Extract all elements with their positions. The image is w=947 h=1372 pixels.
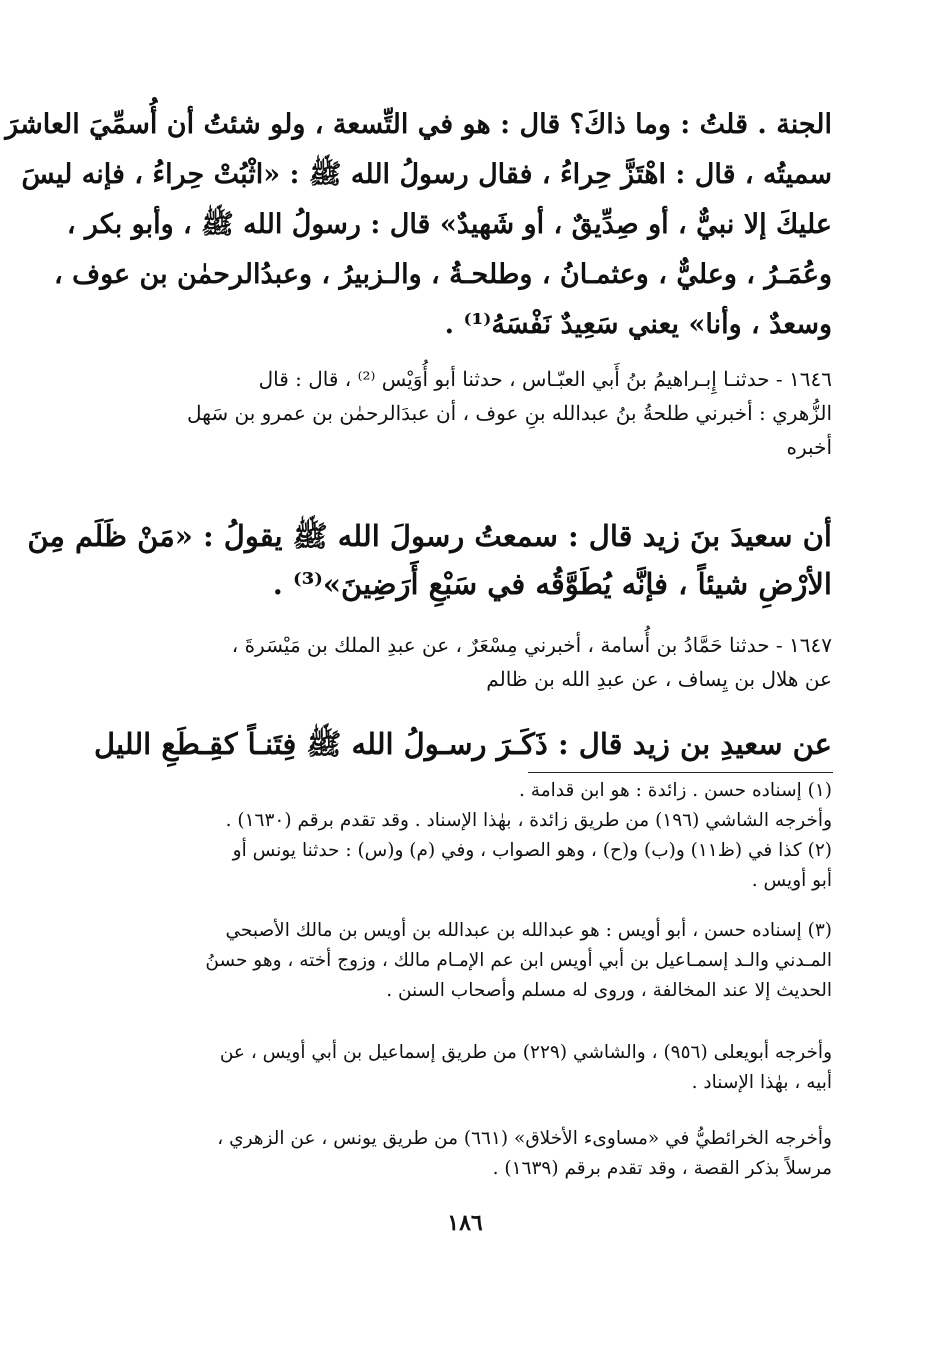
- footnote-line: الحديث إلا عند المخالفة ، وروى له مسلم وأصحاب السنن .: [386, 980, 832, 1001]
- hadith-text-line: عن سعيدِ بن زيد قال : ذَكَـرَ رسـولُ الله ﷺ فِتَنـاً كقِـطَعِ الليل: [94, 727, 832, 761]
- main-text-line: وسعدٌ ، وأنا» يعني سَعِيدٌ نَفْسَهُ⁽¹⁾ .: [444, 309, 832, 340]
- chain-line: عن هلال بن يِساف ، عن عبدِ الله بن ظالم: [486, 667, 832, 691]
- footnote-block-3: [108, 916, 832, 1006]
- footnote-line: وأخرجه الشاشي (١٩٦) من طريق زائدة ، بهٰذا الإسناد . وقد تقدم برقم (١٦٣٠) .: [225, 810, 832, 831]
- footnote-line: (٣) إسناده حسن ، أبو أويس : هو عبدالله بن عبدالله بن أويس بن مالك الأصبحي: [225, 920, 832, 941]
- footnote-line: وأخرجه أبويعلى (٩٥٦) ، والشاشي (٢٢٩) من طريق إسماعيل بن أبي أويس ، عن: [219, 1042, 832, 1063]
- page-number: ١٨٦: [447, 1210, 483, 1236]
- footnote-line: المـدني والـد إسمـاعيل بن أبي أويس ابن عم الإمـام مالك ، وزوج أخته ، وهو حسنُ: [205, 950, 832, 971]
- main-text-line: عليكَ إلا نبيٌّ ، أو صِدِّيقٌ ، أو شَهيدٌ» قال : رسولُ الله ﷺ ، وأبو بكر ،: [66, 209, 832, 240]
- main-text-line: وعُمَـرُ ، وعليٌّ ، وعثمـانُ ، وطلحـةُ ، والـزبيرُ ، وعبدُالرحمٰن بن عوف ،: [54, 259, 832, 290]
- chain-line: ١٦٤٧ - حدثنا حَمَّادُ بن أُسامة ، أخبرني مِسْعَرٌ ، عن عبدِ الملك بن مَيْسَرةَ ،: [231, 633, 832, 657]
- footnote-line: (١) إسناده حسن . زائدة : هو ابن قدامة .: [519, 780, 832, 801]
- footnote-line: مرسلاً بذكر القصة ، وقد تقدم برقم (١٦٣٩) .: [492, 1158, 832, 1179]
- hadith-1646-text: [27, 512, 832, 608]
- footnote-line: (٢) كذا في (ظ١١) و(ب) و(ح) ، وهو الصواب ، وفي (م) و(س) : حدثنا يونس أو: [232, 840, 832, 861]
- hadith-text-line: أن سعيدَ بنَ زيد قال : سمعتُ رسولَ الله ﷺ يقولُ : «مَنْ ظَلَم مِنَ: [27, 519, 832, 553]
- footnote-line: وأخرجه الخرائطيُّ في «مساوىء الأخلاق» (٦٦١) من طريق يونس ، عن الزهري ،: [217, 1128, 832, 1149]
- footnote-line: أبو أويس .: [751, 870, 832, 891]
- chain-line: ١٦٤٦ - حدثنـا إِبـراهيمُ بنُ أَبي العبّـاس ، حدثنا أبو أُوَيْس ⁽²⁾ ، قال : قال: [258, 367, 832, 391]
- footnote-divider: [528, 772, 833, 773]
- chain-line: أخبره: [786, 435, 832, 459]
- footnote-block-4: [108, 1038, 832, 1098]
- main-text: [5, 100, 832, 350]
- footnote-block-1: [108, 776, 832, 896]
- hadith-1647-text: [94, 720, 832, 768]
- main-text-line: الجنة . قلتُ : وما ذاكَ؟ قال : هو في التِّسعة ، ولو شئتُ أن أُسمِّيَ العاشرَ: [5, 109, 832, 140]
- hadith-1646-chain: [108, 362, 832, 464]
- footnote-block-5: [108, 1124, 832, 1184]
- footnote-line: أبيه ، بهٰذا الإسناد .: [691, 1072, 832, 1093]
- hadith-text-line: الأرْضِ شيئاً ، فإنَّه يُطَوَّقُه في سَبْعِ أَرَضِينَ»⁽³⁾ .: [272, 567, 832, 601]
- hadith-1647-chain: [108, 628, 832, 696]
- chain-line: الزُّهري : أخبرني طلحةُ بنُ عبدالله بنِ عوف ، أن عبدَالرحمٰن بن عمرو بن سَهل: [187, 401, 832, 425]
- main-text-line: سميتُه ، قال : اهْتَزَّ حِراءُ ، فقال رسولُ الله ﷺ : «اثْبُتْ حِراءُ ، فإنه ليسَ: [21, 159, 832, 190]
